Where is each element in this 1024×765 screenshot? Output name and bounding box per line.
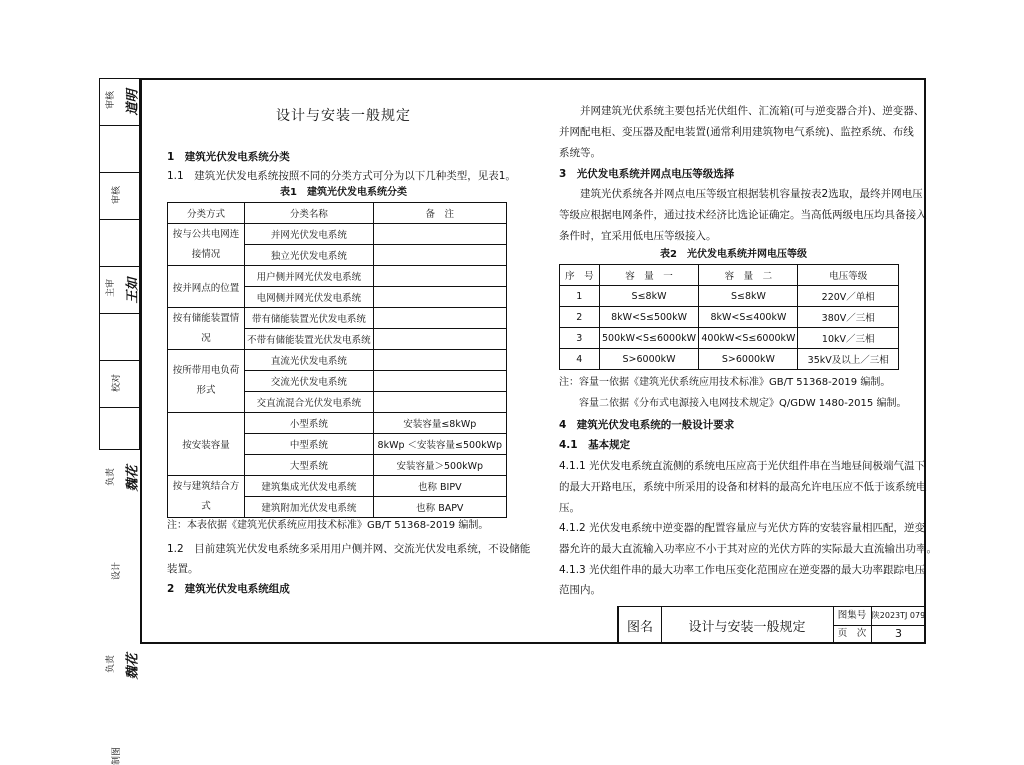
- table-cell: 带有储能装置光伏发电系统: [245, 308, 374, 329]
- table-cell: 35kV及以上／三相: [798, 349, 899, 370]
- paragraph: 1.1 建筑光伏发电系统按照不同的分类方式可分为以下几种类型，见表1。: [167, 170, 516, 182]
- table-cell: 交直流混合光伏发电系统: [245, 392, 374, 413]
- drawing-name: 设计与安装一般规定: [661, 607, 834, 643]
- page-title: 设计与安装一般规定: [276, 108, 411, 124]
- page-number: 3: [895, 627, 902, 640]
- table-cell: 大型系统: [245, 455, 374, 476]
- table-cell: 小型系统: [245, 413, 374, 434]
- table-cell: 按与公共电网连接情况: [168, 224, 245, 266]
- table-note: 注：容量一依据《建筑光伏系统应用技术标准》GB/T 51368-2019 编制。: [559, 377, 891, 388]
- table-header: 容 量 二: [699, 265, 798, 286]
- table-note: 容量二依据《分布式电源接入电网技术规定》Q/GDW 1480-2015 编制。: [559, 398, 907, 409]
- signoff-cell: [100, 173, 141, 304]
- table-cell: 电网侧并网光伏发电系统: [245, 287, 374, 308]
- paragraph: 并网配电柜、变压器及配电装置(通常利用建筑物电气系统)、监控系统、布线: [559, 126, 914, 138]
- signature: 道明: [125, 89, 141, 116]
- table-cell: 中型系统: [245, 434, 374, 455]
- paragraph: 系统等。: [559, 147, 601, 159]
- signature: 魏花: [125, 465, 141, 492]
- table-cell: 建筑附加光伏发电系统: [245, 497, 374, 518]
- atlas-label: 图集号: [833, 607, 872, 626]
- page-label: 页 次: [833, 625, 872, 643]
- table-cell: 8kW<S≤400kW: [699, 307, 798, 328]
- table-cell: S>6000kW: [599, 349, 699, 370]
- table-header: 电压等级: [798, 265, 899, 286]
- table-cell: 3: [560, 328, 600, 349]
- paragraph: 1.2 目前建筑光伏发电系统多采用用户侧并网、交流光伏发电系统，不设储能: [167, 543, 531, 555]
- table-cell: 直流光伏发电系统: [245, 350, 374, 371]
- table-cell: 按安装容量: [168, 413, 245, 476]
- section-heading: 4 建筑光伏发电系统的一般设计要求: [559, 419, 735, 431]
- section-heading: 1 建筑光伏发电系统分类: [167, 151, 290, 163]
- section-heading: 4.1 基本规定: [559, 439, 631, 451]
- table-cell: 独立光伏发电系统: [245, 245, 374, 266]
- table-header: 容 量 一: [599, 265, 699, 286]
- table-cell: 8kWp ＜安装容量≤500kWp: [373, 434, 506, 455]
- table-cell: 建筑集成光伏发电系统: [245, 476, 374, 497]
- signature: 魏花: [125, 653, 141, 680]
- paragraph: 4.1.2 光伏发电系统中逆变器的配置容量应与光伏方阵的安装容量相匹配，逆变: [559, 522, 926, 534]
- table-cell: 380V／三相: [798, 307, 899, 328]
- title-block-label: 图名: [619, 607, 662, 643]
- table-cell: S>6000kW: [699, 349, 798, 370]
- table-cell: 4: [560, 349, 600, 370]
- paragraph: 建筑光伏系统各并网点电压等级宜根据装机容量按表2选取，最终并网电压: [559, 188, 923, 200]
- table-cell: 也称 BIPV: [373, 476, 506, 497]
- table-cell: 220V／单相: [798, 286, 899, 307]
- signoff-label: 设计: [112, 561, 123, 581]
- table-cell: 不带有储能装置光伏发电系统: [245, 329, 374, 350]
- voltage-table: [559, 264, 899, 370]
- table-cell: 1: [560, 286, 600, 307]
- paragraph: 压。: [559, 502, 580, 514]
- table-cell: 10kV／三相: [798, 328, 899, 349]
- table-cell: 按所带用电负荷形式: [168, 350, 245, 413]
- classification-table: [167, 202, 507, 518]
- signoff-label: 审核: [112, 185, 123, 205]
- signature: 王如: [125, 277, 141, 304]
- section-heading: 2 建筑光伏发电系统组成: [167, 583, 290, 595]
- signoff-label: 制图: [112, 746, 123, 765]
- signoff-cell: [100, 79, 139, 126]
- table-cell: 安装容量≤8kWp: [373, 413, 506, 434]
- paragraph: 器允许的最大直流输入功率应不小于其对应的光伏方阵的实际最大直流输出功率。: [559, 543, 937, 555]
- table-cell: 按有储能装置情况: [168, 308, 245, 350]
- table-header: 分类名称: [245, 203, 374, 224]
- table-cell: 用户侧并网光伏发电系统: [245, 266, 374, 287]
- table-cell: 按并网点的位置: [168, 266, 245, 308]
- table-cell: S≤8kW: [599, 286, 699, 307]
- paragraph: 4.1.3 光伏组件串的最大功率工作电压变化范围应在逆变器的最大功率跟踪电压: [559, 564, 926, 576]
- table-caption: 表1 建筑光伏发电系统分类: [280, 187, 407, 198]
- signoff-label: 审核: [106, 90, 117, 110]
- table-cell: 并网光伏发电系统: [245, 224, 374, 245]
- atlas-number: 陕2023TJ 079: [871, 607, 926, 626]
- signoff-label: 主审: [106, 278, 117, 298]
- signoff-cell: [100, 126, 139, 205]
- table-cell: 按与建筑结合方式: [168, 476, 245, 518]
- table-cell: 500kW<S≤6000kW: [599, 328, 699, 349]
- table-caption: 表2 光伏发电系统并网电压等级: [660, 249, 807, 260]
- table-cell: 也称 BAPV: [373, 497, 506, 518]
- table-cell: 安装容量＞500kWp: [373, 455, 506, 476]
- paragraph: 并网建筑光伏系统主要包括光伏组件、汇流箱(可与逆变器合并)、逆变器、: [559, 105, 925, 117]
- signoff-label: 负责: [106, 467, 117, 487]
- table-cell: 400kW<S≤6000kW: [699, 328, 798, 349]
- table-cell: 2: [560, 307, 600, 328]
- signoff-label: 负责: [106, 654, 117, 674]
- signoff-strip: [99, 78, 141, 765]
- paragraph: 的最大开路电压，系统中所采用的设备和材料的最高允许电压应不低于该系统电: [559, 481, 927, 493]
- signoff-label: 校对: [112, 373, 123, 393]
- table-cell: 8kW<S≤500kW: [599, 307, 699, 328]
- table-header: 序 号: [560, 265, 600, 286]
- paragraph: 装置。: [167, 563, 199, 575]
- table-header: 分类方式: [168, 203, 245, 224]
- paragraph: 等级应根据电网条件，通过技术经济比选论证确定。当高低两级电压均具备接入: [559, 209, 927, 221]
- table-cell: S≤8kW: [699, 286, 798, 307]
- table-cell: 交流光伏发电系统: [245, 371, 374, 392]
- paragraph: 条件时，宜采用低电压等级接入。: [559, 230, 717, 242]
- table-note: 注：本表依据《建筑光伏系统应用技术标准》GB/T 51368-2019 编制。: [167, 520, 489, 531]
- section-heading: 3 光伏发电系统并网点电压等级选择: [559, 168, 735, 180]
- table-header: 备 注: [373, 203, 506, 224]
- paragraph: 4.1.1 光伏发电系统直流侧的系统电压应高于光伏组件串在当地昼间极端气温下: [559, 460, 926, 472]
- paragraph: 范围内。: [559, 584, 601, 596]
- title-block: [617, 606, 926, 644]
